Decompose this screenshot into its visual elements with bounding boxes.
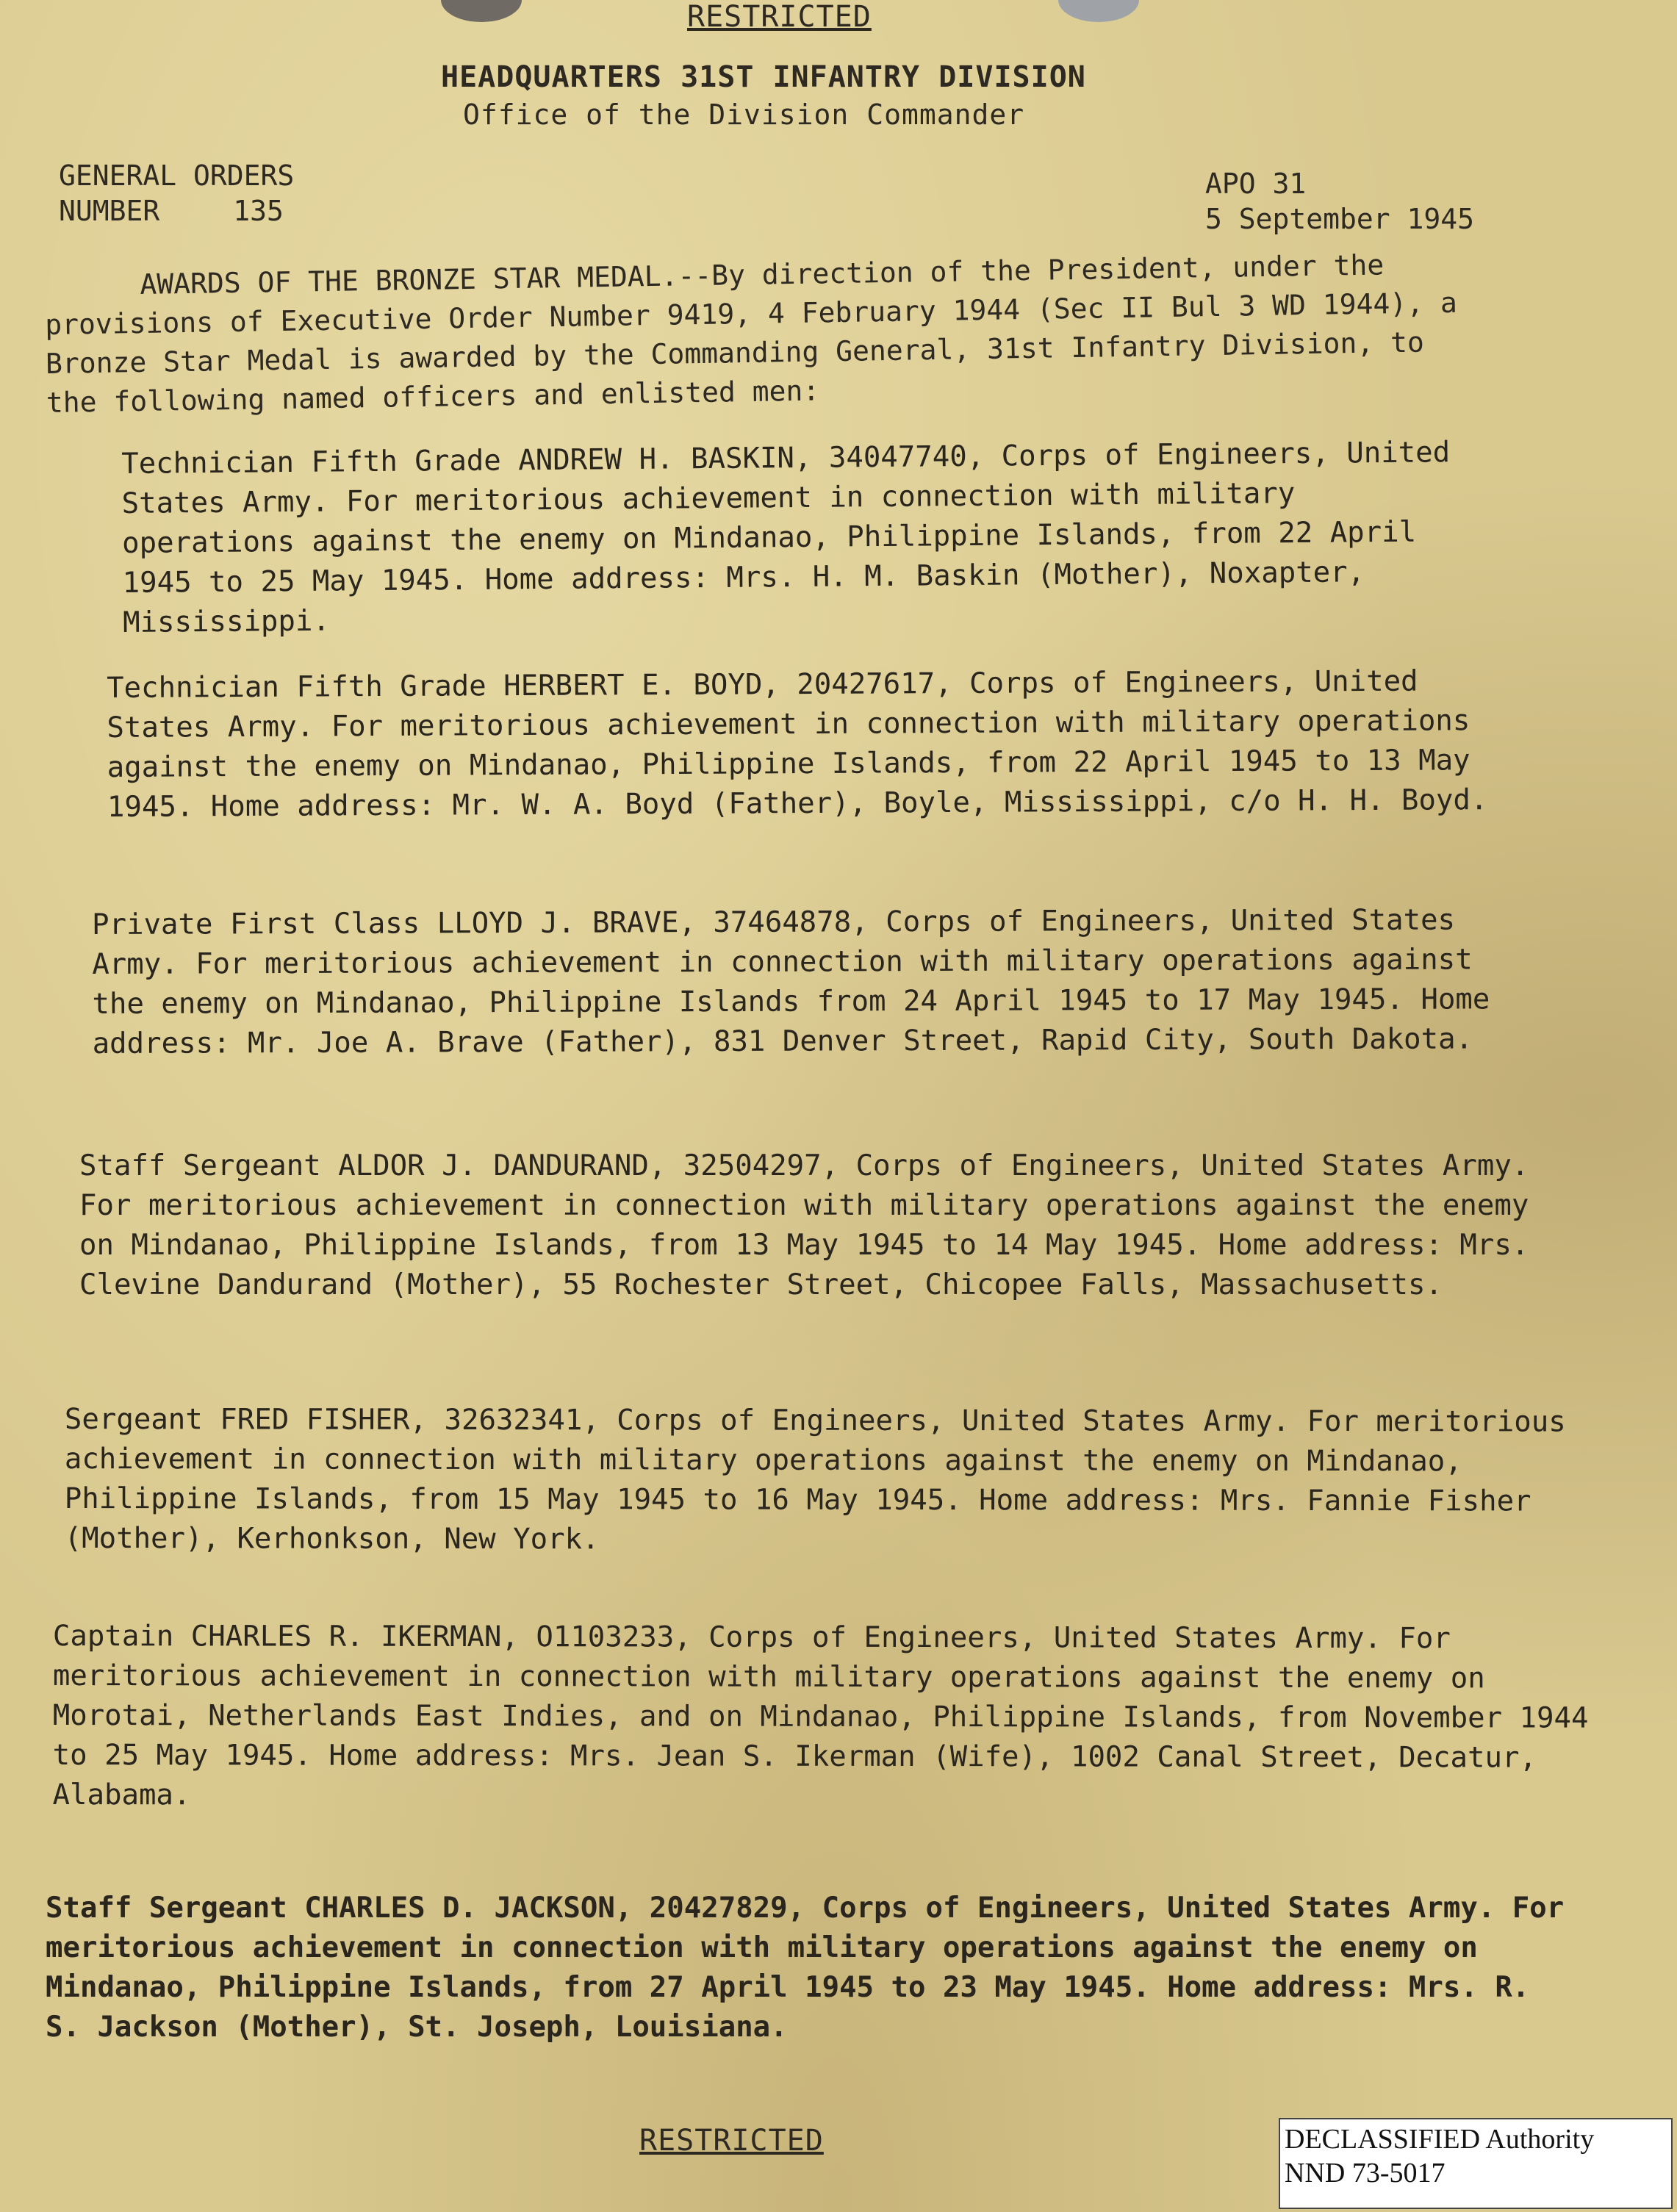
declass-authority: DECLASSIFIED Authority (1285, 2124, 1595, 2155)
classification-footer: RESTRICTED (639, 2124, 824, 2158)
award-paragraph-brave: Private First Class LLOYD J. BRAVE, 37464878, Corps of Engineers, United States Army. For meritorious achievement in connection with military operations against the enemy on Mindanao, Philippine Islands from 24 April 1945 to 17 May 1945. Home address: Mr. Joe A. Brave (Father), 831 Denver Street, Rapid City, South Dakota. (92, 903, 1490, 1060)
order-number: 135 (233, 195, 284, 227)
award-paragraph-dandurand: Staff Sergeant ALDOR J. DANDURAND, 32504297, Corps of Engineers, United States Army. For meritorious achievement in connection with military operations against the enemy on Mindanao, Philippine Islands, from 13 May 1945 to 14 May 1945. Home address: Mrs. Clevine Dandurand (Mother), 55 Rochester Street, Chicopee Falls, Massachusetts. (79, 1149, 1529, 1301)
award-paragraph-baskin: Technician Fifth Grade ANDREW H. BASKIN, 34047740, Corps of Engineers, United States Army. For meritorious achievement in connection with military operations against the enemy on Mindanao, Philippine Islands, from 22 April 1945 to 25 May 1945. Home address: Mrs. H. M. Baskin (Mother), Noxapter, Mississippi. (121, 436, 1451, 639)
apo-date-block (1205, 166, 1474, 237)
declassification-stamp (1279, 2118, 1673, 2209)
classification-header: RESTRICTED (687, 0, 872, 34)
declass-number: NND 73-5017 (1285, 2158, 1446, 2188)
punch-hole (1058, 0, 1139, 22)
award-paragraph-fisher: Sergeant FRED FISHER, 32632341, Corps of Engineers, United States Army. For meritorious achievement in connection with military operations against the enemy on Mindanao, Philippine Islands, from 15 May 1945 to 16 May 1945. Home address: Mrs. Fannie Fisher (Mother), Kerhonkson, New York. (64, 1403, 1566, 1556)
intro-paragraph: AWARDS OF THE BRONZE STAR MEDAL.--By direction of the President, under the provisions of Executive Order Number 9419, 4 February 1944 (Sec II Bul 3 WD 1944), a Bronze Star Medal is awarded by the Commanding General, 31st Infantry Division, to the following named officers and enlisted men: (44, 248, 1458, 419)
order-number-row (59, 193, 294, 229)
punch-hole (441, 0, 522, 22)
general-orders-label (59, 158, 294, 229)
office-subtitle: Office of the Division Commander (463, 98, 1025, 131)
general-orders-line: GENERAL ORDERS (59, 159, 295, 192)
award-paragraph-ikerman: Captain CHARLES R. IKERMAN, O1103233, Corps of Engineers, United States Army. For meritorious achievement in connection with military operations against the enemy on Morotai, Netherlands East Indies, and on Mindanao, Philippine Islands, from November 1944 to 25 May 1945. Home address: Mrs. Jean S. Ikerman (Wife), 1002 Canal Street, Decatur, Alabama. (52, 1620, 1589, 1812)
headquarters-title: HEADQUARTERS 31ST INFANTRY DIVISION (441, 60, 1086, 94)
apo-number: APO 31 (1205, 168, 1307, 200)
award-paragraph-boyd: Technician Fifth Grade HERBERT E. BOYD, 20427617, Corps of Engineers, United States Army. For meritorious achievement in connection with military operations against the enemy on Mindanao, Philippine Islands, from 22 April 1945 to 13 May 1945. Home address: Mr. W. A. Boyd (Father), Boyle, Mississippi, c/o H. H. Boyd. (107, 664, 1488, 824)
order-date: 5 September 1945 (1205, 203, 1475, 235)
number-label: NUMBER (59, 195, 160, 227)
award-paragraph-jackson: Staff Sergeant CHARLES D. JACKSON, 20427829, Corps of Engineers, United States Army. For meritorious achievement in connection with military operations against the enemy on Mindanao, Philippine Islands, from 27 April 1945 to 23 May 1945. Home address: Mrs. R. S. Jackson (Mother), St. Joseph, Louisiana. (46, 1892, 1565, 2044)
